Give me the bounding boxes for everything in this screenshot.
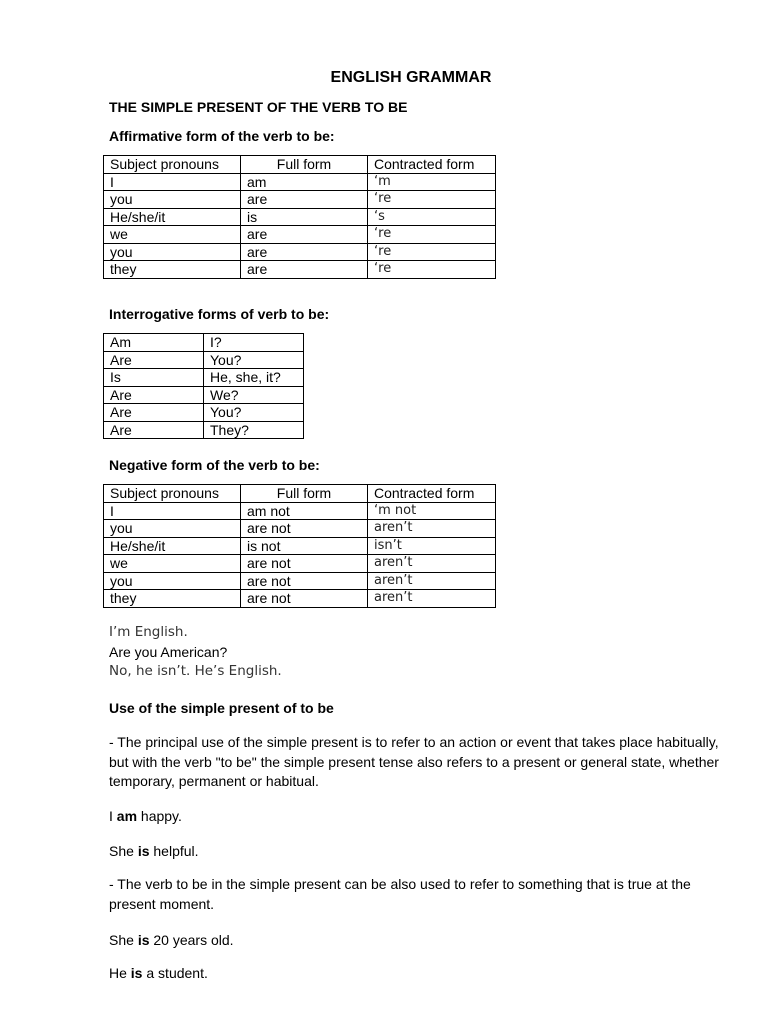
table-cell: You?	[204, 404, 304, 422]
paragraph: - The verb to be in the simple present can be also used to refer to something that is true at the present moment.	[109, 876, 691, 912]
example-text: She	[109, 843, 138, 859]
table-cell: are not	[241, 590, 368, 608]
table-cell: you	[104, 191, 241, 209]
table-row	[104, 421, 304, 439]
use-heading: Use of the simple present of to be	[109, 700, 334, 716]
table-cell: is	[241, 208, 368, 226]
table-row	[104, 386, 304, 404]
example-text: happy.	[137, 808, 182, 824]
table-cell: Are	[104, 386, 204, 404]
interrogative-heading: Interrogative forms of verb to be:	[109, 306, 330, 322]
table-row	[104, 572, 496, 590]
table-cell: aren’t	[368, 590, 496, 608]
table-row	[104, 261, 496, 279]
example-sentence	[109, 932, 234, 948]
example-verb: am	[116, 808, 138, 824]
table-row	[104, 173, 496, 191]
example-text: I	[109, 808, 117, 824]
table-row	[104, 404, 304, 422]
table-cell: we	[104, 555, 241, 573]
document-title: ENGLISH GRAMMAR	[330, 69, 492, 86]
example-verb: is	[130, 965, 143, 981]
table-cell: Is	[104, 369, 204, 387]
table-cell: ‘m not	[368, 502, 496, 520]
table-cell: are	[241, 191, 368, 209]
example-text: He	[109, 965, 131, 981]
table-row	[104, 555, 496, 573]
table-cell: are not	[241, 572, 368, 590]
table-cell: Are	[104, 421, 204, 439]
table-cell: Are	[104, 404, 204, 422]
example-verb: is	[137, 932, 150, 948]
table-cell: You?	[204, 351, 304, 369]
table-cell: are	[241, 226, 368, 244]
table-cell: aren’t	[368, 520, 496, 538]
table-cell: am not	[241, 502, 368, 520]
example-verb: is	[137, 843, 150, 859]
table-cell: they	[104, 261, 241, 279]
table-cell: We?	[204, 386, 304, 404]
example-text: 20 years old.	[149, 932, 234, 948]
table-cell: isn’t	[368, 537, 496, 555]
table-header-cell: Full form	[241, 485, 368, 503]
example-sentence	[109, 808, 182, 824]
table-cell: I?	[204, 334, 304, 352]
table-row	[104, 243, 496, 261]
table-cell: we	[104, 226, 241, 244]
table-cell: are not	[241, 520, 368, 538]
example-text: She	[109, 932, 138, 948]
example-line: Are you American?	[109, 644, 228, 660]
table-row	[104, 369, 304, 387]
table-cell: ‘s	[368, 208, 496, 226]
table-cell: I	[104, 502, 241, 520]
table-cell: ‘re	[368, 261, 496, 279]
table-header-cell: Contracted form	[368, 156, 496, 174]
table-row	[104, 351, 304, 369]
table-cell: aren’t	[368, 555, 496, 573]
table-cell: ‘m	[368, 173, 496, 191]
table-row	[104, 590, 496, 608]
table-cell: aren’t	[368, 572, 496, 590]
paragraph: - The principal use of the simple present is to refer to an action or event that takes place habitually, but with the verb "to be" the simple present tense also refers to a present or general state, whether temporary, permanent or habitual.	[109, 734, 719, 789]
table-row	[104, 334, 304, 352]
example-line: No, he isn’t. He’s English.	[109, 663, 282, 679]
table-header-cell: Full form	[241, 156, 368, 174]
example-sentence	[109, 965, 208, 981]
example-line: I’m English.	[109, 624, 188, 640]
section-title: THE SIMPLE PRESENT OF THE VERB TO BE	[109, 99, 408, 115]
table-cell: you	[104, 520, 241, 538]
affirmative-table	[103, 155, 496, 279]
table-header-cell: Contracted form	[368, 485, 496, 503]
table-cell: ‘re	[368, 243, 496, 261]
table-cell: are	[241, 243, 368, 261]
table-row	[104, 226, 496, 244]
table-row	[104, 502, 496, 520]
table-cell: you	[104, 243, 241, 261]
affirmative-heading: Affirmative form of the verb to be:	[109, 128, 335, 144]
table-row	[104, 208, 496, 226]
negative-table	[103, 484, 496, 608]
table-cell: I	[104, 173, 241, 191]
example-sentence	[109, 843, 199, 859]
example-text: helpful.	[149, 843, 199, 859]
table-header-cell: Subject pronouns	[104, 156, 241, 174]
table-cell: am	[241, 173, 368, 191]
table-cell: He, she, it?	[204, 369, 304, 387]
table-header-row	[104, 156, 496, 174]
table-row	[104, 537, 496, 555]
table-row	[104, 191, 496, 209]
table-cell: Am	[104, 334, 204, 352]
interrogative-table	[103, 333, 304, 439]
table-cell: ‘re	[368, 191, 496, 209]
table-cell: are not	[241, 555, 368, 573]
table-cell: are	[241, 261, 368, 279]
table-cell: He/she/it	[104, 537, 241, 555]
table-cell: is not	[241, 537, 368, 555]
table-cell: you	[104, 572, 241, 590]
table-cell: They?	[204, 421, 304, 439]
example-text: a student.	[142, 965, 208, 981]
table-cell: ‘re	[368, 226, 496, 244]
table-cell: they	[104, 590, 241, 608]
table-cell: He/she/it	[104, 208, 241, 226]
negative-heading: Negative form of the verb to be:	[109, 457, 320, 473]
table-header-row	[104, 485, 496, 503]
table-row	[104, 520, 496, 538]
table-cell: Are	[104, 351, 204, 369]
table-header-cell: Subject pronouns	[104, 485, 241, 503]
